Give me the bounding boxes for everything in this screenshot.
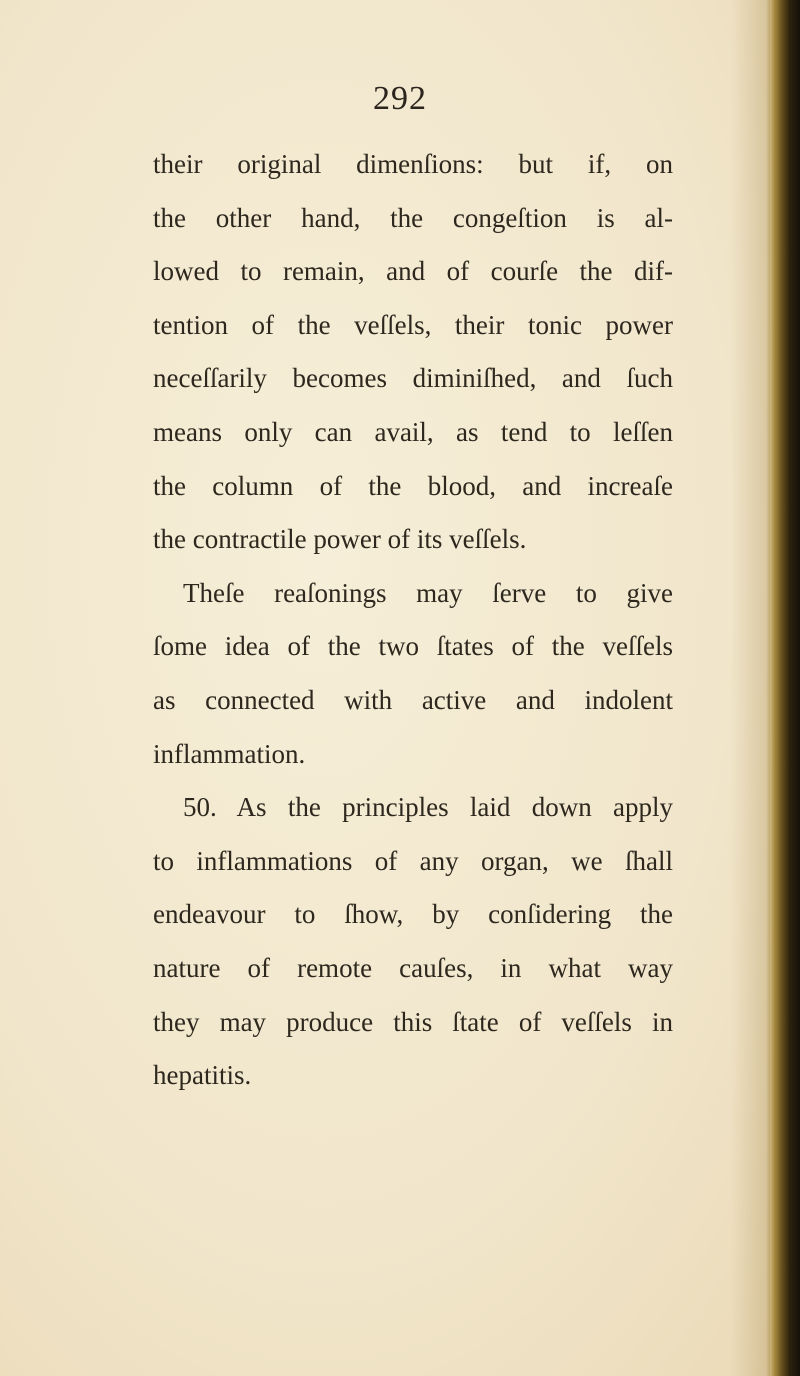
text-line: their original dimenſions: but if, on [153, 149, 673, 179]
text-line: as connected with active and indolent [153, 684, 673, 715]
text-line: ſome idea of the two ſtates of the veſſels [153, 631, 673, 662]
text-line: lowed to remain, and of courſe the dif- [153, 256, 673, 287]
text-line: neceſſarily becomes diminiſhed, and ſuch [153, 363, 673, 394]
text-line: inflammation. [153, 738, 306, 769]
body-text [153, 138, 673, 1103]
text-line: they may produce this ſtate of veſſels in [153, 1006, 673, 1037]
text-line: the column of the blood, and increaſe [153, 470, 673, 501]
binding-edge [766, 0, 800, 1376]
paragraph-start-line: 50. As the principles laid down apply [183, 792, 673, 823]
text-line: the other hand, the congeſtion is al- [153, 202, 673, 233]
text-line: tention of the veſſels, their tonic power [153, 309, 673, 340]
text-line: nature of remote cauſes, in what way [153, 952, 673, 983]
text-line: endeavour to ſhow, by conſidering the [153, 899, 673, 930]
binding-shadow [730, 0, 770, 1376]
text-line: to inflammations of any organ, we ſhall [153, 845, 673, 876]
text-line: the contractile power of its veſſels. [153, 524, 527, 555]
text-line: means only can avail, as tend to leſſen [153, 416, 673, 447]
paragraph-start-line: Theſe reaſonings may ſerve to give [183, 577, 673, 608]
text-line: hepatitis. [153, 1060, 252, 1091]
page-number: 292 [373, 80, 427, 117]
